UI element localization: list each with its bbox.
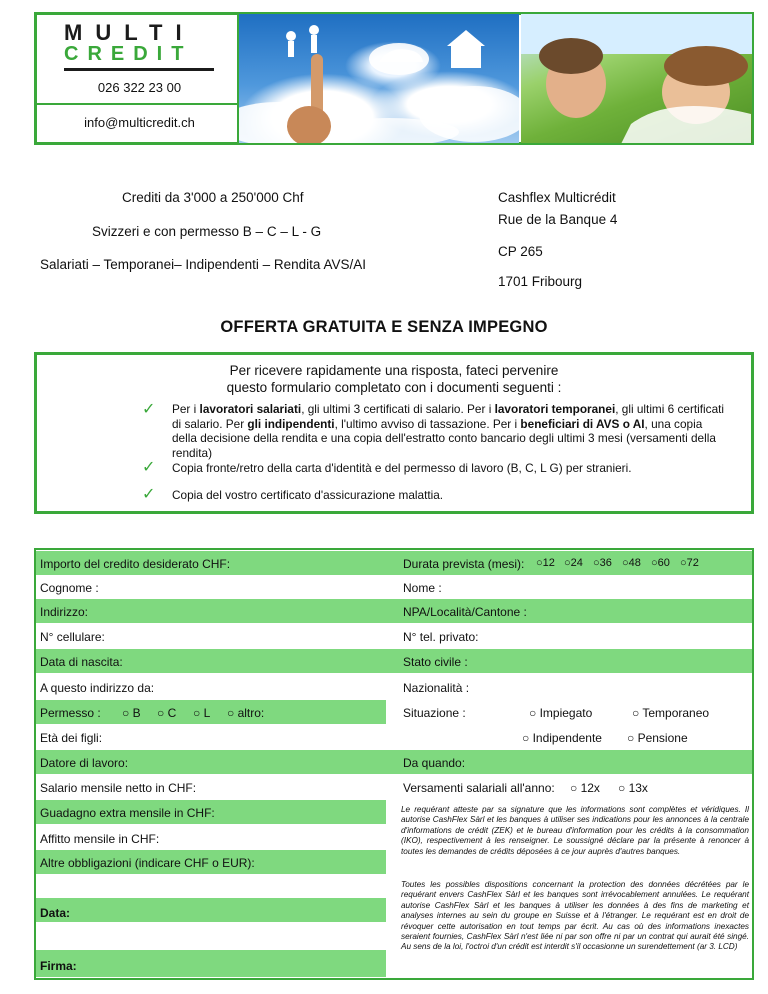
form-row bbox=[36, 924, 386, 948]
page-title: OFFERTA GRATUITA E SENZA IMPEGNO bbox=[220, 318, 548, 336]
doc-text: , gli ultimi 3 certificati di salario. Per i bbox=[301, 402, 495, 416]
checkmark-icon: ✓ bbox=[142, 486, 156, 503]
situation-temporary-radio[interactable]: ○ Temporaneo bbox=[632, 706, 710, 720]
employer-field[interactable]: Datore di lavoro: bbox=[40, 756, 129, 770]
company-street: Rue de la Banque 4 bbox=[498, 212, 618, 227]
duration-12-radio[interactable]: ○12 bbox=[536, 557, 555, 569]
header-divider-horizontal bbox=[37, 103, 237, 105]
private-phone-field[interactable]: N° tel. privato: bbox=[403, 630, 479, 644]
logo-underline bbox=[64, 68, 214, 71]
mobile-field[interactable]: N° cellulare: bbox=[40, 630, 105, 644]
duration-36-radio[interactable]: ○36 bbox=[593, 557, 612, 569]
other-obligations-field[interactable]: Altre obbligazioni (indicare CHF o EUR): bbox=[40, 856, 255, 870]
signature-field[interactable]: Firma: bbox=[40, 959, 77, 973]
checkmark-icon: ✓ bbox=[142, 401, 156, 418]
duration-72-radio[interactable]: ○72 bbox=[680, 557, 699, 569]
data-protection-text: Toutes les possibles dispositions concernant la protection des données décrétées par le requérant envers CashFlex Sàrl et les banques sont irrévocablement annulées. Le requérant autorise CashFlex Sàrl et les banques à utiliser les données à des fins de marketing et analyses internes au sein du groupe en Suisse et à l'étranger. Le requérant est en droit de révoquer cette autorisation en tout temps par écrit. Au cas où des informations inexactes seraient fournies, CashFlex Sàrl n'est liée ni par son offre ni par un contrat qui aurait été singé. Au sens de la loi, l'octroi d'un crédit est interdit s'il occasionne un surendettement (ar 3. LCD) bbox=[401, 880, 749, 952]
logo-text-bottom: CREDIT bbox=[64, 43, 193, 65]
since-address-field[interactable]: A questo indirizzo da: bbox=[40, 681, 155, 695]
form-row bbox=[36, 675, 752, 699]
form-row bbox=[36, 850, 386, 874]
multicredit-logo bbox=[58, 16, 218, 66]
name-field[interactable]: Nome : bbox=[403, 581, 442, 595]
payments-13x-radio[interactable]: ○ 13x bbox=[618, 781, 648, 795]
date-field[interactable]: Data: bbox=[40, 906, 71, 920]
contact-phone: 026 322 23 00 bbox=[97, 80, 182, 95]
document-item-id: Copia fronte/retro della carta d'identità e del permesso di lavoro (B, C, L G) per stranieri. bbox=[172, 461, 632, 475]
permit-l-radio[interactable]: ○ L bbox=[193, 706, 211, 720]
permit-other-radio[interactable]: ○ altro: bbox=[227, 706, 265, 720]
duration-60-radio[interactable]: ○60 bbox=[651, 557, 670, 569]
company-po-box: CP 265 bbox=[498, 244, 543, 259]
form-row bbox=[36, 950, 386, 977]
nationality-field[interactable]: Nazionalità : bbox=[403, 681, 470, 695]
doc-bold: lavoratori salariati bbox=[199, 402, 302, 416]
salary-payments-label: Versamenti salariali all'anno: bbox=[403, 781, 555, 795]
documents-intro-line2: questo formulario completato con i documenti seguenti : bbox=[226, 380, 562, 395]
npa-field[interactable]: NPA/Località/Cantone : bbox=[403, 605, 527, 619]
duration-label: Durata prevista (mesi): bbox=[403, 557, 525, 571]
civil-status-field[interactable]: Stato civile : bbox=[403, 655, 468, 669]
doc-text: Per i bbox=[172, 402, 200, 416]
legal-consent-text: Le requérant atteste par sa signature que les informations sont complètes et véridiques. Il autorise CashFlex Sàrl et les banques à utiliser ses indications pour les annonces à la centrale d'informations de crédit (ZEK) et le bureau d'information pour les crédits à la consommation (IKO), respectivement à les renseigner. Le soussigné déclare par la présente à renoncer à toutes les demandes de crédits déposées à ce jour auprès d'autres banques. bbox=[401, 805, 749, 856]
doc-bold: gli indipendenti bbox=[247, 416, 335, 431]
form-row bbox=[36, 750, 752, 774]
doc-text: , l'ultimo avviso di tassazione. Per i bbox=[334, 416, 521, 431]
doc-bold: lavoratori temporanei bbox=[494, 402, 616, 416]
form-row bbox=[36, 649, 752, 673]
address-field[interactable]: Indirizzo: bbox=[40, 605, 89, 619]
amount-label: Importo del credito desiderato CHF: bbox=[40, 557, 231, 571]
credit-range-text: Crediti da 3'000 a 250'000 Chf bbox=[122, 190, 304, 205]
form-row bbox=[36, 826, 386, 850]
form-row bbox=[36, 775, 752, 799]
surname-field[interactable]: Cognome : bbox=[40, 581, 99, 595]
form-row bbox=[36, 575, 752, 599]
monthly-rent-field[interactable]: Affitto mensile in CHF: bbox=[40, 832, 160, 846]
situation-independent-radio[interactable]: ○ Indipendente bbox=[522, 731, 602, 745]
doc-text: , gli ultimi 6 certificati di salario. Per bbox=[172, 402, 725, 431]
couple-photo bbox=[521, 14, 752, 143]
checkmark-icon: ✓ bbox=[142, 459, 156, 476]
company-name: Cashflex Multicrédit bbox=[498, 190, 616, 205]
sky-illustration bbox=[239, 14, 519, 143]
extra-income-field[interactable]: Guadagno extra mensile in CHF: bbox=[40, 806, 215, 820]
form-row bbox=[36, 551, 752, 575]
payments-12x-radio[interactable]: ○ 12x bbox=[570, 781, 600, 795]
document-item-insurance: Copia del vostro certificato d'assicurazione malattia. bbox=[172, 488, 444, 502]
permit-b-radio[interactable]: ○ B bbox=[122, 706, 141, 720]
logo-text-top: MULTI bbox=[64, 20, 195, 45]
document-item-income bbox=[172, 402, 728, 460]
form-row bbox=[36, 800, 386, 824]
duration-24-radio[interactable]: ○24 bbox=[564, 557, 583, 569]
birth-date-field[interactable]: Data di nascita: bbox=[40, 655, 123, 669]
situation-employed-radio[interactable]: ○ Impiegato bbox=[529, 706, 593, 720]
employment-since-field[interactable]: Da quando: bbox=[403, 756, 466, 770]
form-row bbox=[36, 700, 386, 724]
permit-requirement-text: Svizzeri e con permesso B – C – L - G bbox=[92, 224, 322, 239]
permit-c-radio[interactable]: ○ C bbox=[157, 706, 177, 720]
permit-label: Permesso : bbox=[40, 706, 101, 720]
client-types-text: Salariati – Temporanei– Indipendenti – Rendita AVS/AI bbox=[40, 257, 366, 272]
couple-illustration bbox=[521, 14, 752, 143]
situation-pension-radio[interactable]: ○ Pensione bbox=[627, 731, 688, 745]
net-salary-field[interactable]: Salario mensile netto in CHF: bbox=[40, 781, 197, 795]
situation-label: Situazione : bbox=[403, 706, 466, 720]
documents-intro-line1: Per ricevere rapidamente una risposta, fateci pervenire bbox=[229, 363, 559, 378]
form-row bbox=[36, 898, 386, 922]
form-row bbox=[36, 599, 752, 623]
form-row bbox=[36, 624, 752, 648]
documents-intro bbox=[34, 362, 754, 396]
duration-48-radio[interactable]: ○48 bbox=[622, 557, 641, 569]
doc-text: , una copia della decisione della rendita e una copia dell'estratto conto bancario degli ultimi 3 mesi (versamenti della rendita) bbox=[172, 416, 716, 460]
form-row bbox=[36, 874, 386, 898]
contact-email: info@multicredit.ch bbox=[84, 115, 195, 130]
doc-bold: beneficiari di AVS o AI bbox=[520, 416, 645, 431]
children-age-field[interactable]: Età dei figli: bbox=[40, 731, 103, 745]
company-city: 1701 Fribourg bbox=[498, 274, 583, 289]
sky-dream-image bbox=[239, 14, 519, 143]
